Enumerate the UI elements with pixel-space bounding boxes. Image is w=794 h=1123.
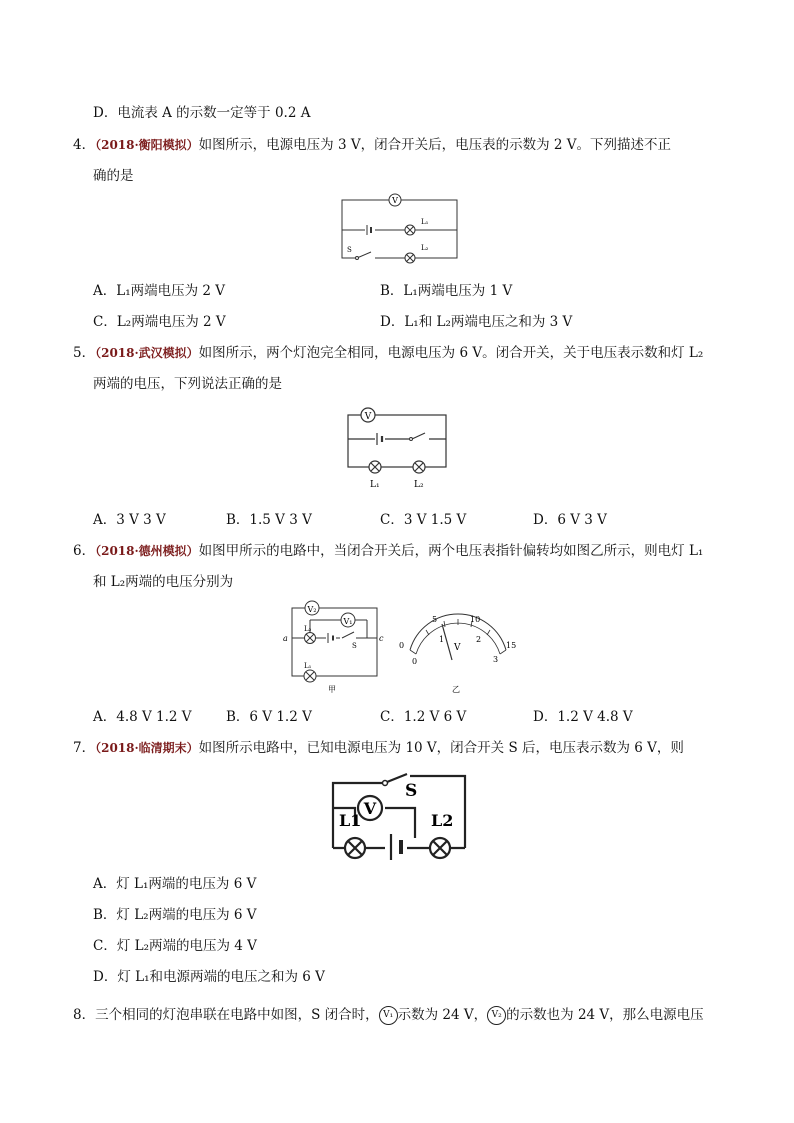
q6-stem: 如图甲所示的电路中，当闭合开关后，两个电压表指针偏转均如图乙所示，则电灯 L₁ [198, 543, 704, 559]
q4-stem-line1 [73, 133, 671, 153]
q4-source: （2018·衡阳模拟） [95, 138, 199, 152]
q4-voltmeter-label: V [392, 196, 398, 205]
q6-option-b: B．6 V 1.2 V [226, 709, 312, 725]
q7-l2-label: L2 [431, 811, 454, 830]
q8-stem-line1 [73, 1003, 704, 1025]
q4-l1-label: L₁ [421, 218, 429, 226]
q6-source: （2018·德州模拟） [95, 544, 199, 558]
q4-number: 4． [73, 137, 96, 153]
q6-circuit-diagram-jia [282, 598, 392, 698]
q6-dial-tick-15: 15 [506, 641, 517, 650]
q7-option-a: A．灯 L₁两端的电压为 6 V [93, 876, 257, 892]
q6-v2-label: V₂ [307, 605, 317, 614]
q4-option-d: D．L₁和 L₂两端电压之和为 3 V [380, 314, 573, 330]
q6-dial-tick-u3: 3 [493, 655, 499, 664]
q8-number: 8． [73, 1007, 96, 1023]
q5-circuit-diagram [343, 405, 453, 493]
q7-number: 7． [73, 740, 96, 756]
q5-option-c: C．3 V 1.5 V [380, 512, 467, 528]
q7-stem-line1 [73, 736, 684, 756]
q5-stem: 如图所示，两个灯泡完全相同，电源电压为 6 V。闭合开关，关于电压表示数和灯 L₂ [198, 345, 704, 361]
q6-switch-label: S [352, 642, 357, 650]
q4-l2-label: L₂ [421, 244, 429, 252]
q7-voltmeter-label: V [363, 799, 377, 818]
q8-text-part1: 三个相同的灯泡串联在电路中如图，S 闭合时， [95, 1007, 379, 1023]
q8-text-part2: 示数为 24 V， [397, 1007, 488, 1023]
q7-stem: 如图所示电路中，已知电源电压为 10 V，闭合开关 S 后，电压表示数为 6 V，则 [198, 740, 684, 756]
q5-stem-line2: 两端的电压，下列说法正确的是 [93, 376, 282, 392]
q6-dial-tick-u2: 2 [476, 635, 482, 644]
q6-number: 6． [73, 543, 96, 559]
q6-l1-label: L₁ [304, 662, 312, 670]
q6-yi-label: 乙 [452, 685, 460, 694]
q5-source: （2018·武汉模拟） [95, 346, 199, 360]
q6-stem-line1 [73, 539, 703, 559]
q6-v1-label: V₁ [343, 617, 353, 626]
q3-option-d: D．电流表 A 的示数一定等于 0.2 A [93, 105, 311, 121]
q6-dial-tick-u0: 0 [412, 657, 418, 666]
q8-text-part3: 的示数也为 24 V，那么电源电压 [506, 1007, 704, 1023]
q6-dial-tick-0: 0 [399, 641, 405, 650]
q5-stem-line1 [73, 341, 703, 361]
q5-option-b: B．1.5 V 3 V [226, 512, 312, 528]
q5-option-a: A．3 V 3 V [93, 512, 166, 528]
q6-option-d: D．1.2 V 4.8 V [533, 709, 633, 725]
q4-circuit-diagram [335, 190, 465, 268]
q7-l1-label: L1 [339, 811, 362, 830]
q7-source: （2018·临清期末） [95, 741, 199, 755]
q5-l1-label: L₁ [370, 480, 380, 490]
q8-v2-symbol: V₂ [487, 1006, 506, 1025]
q4-switch-label: S [347, 246, 352, 254]
q6-jia-label: 甲 [328, 685, 336, 694]
q7-circuit-diagram [325, 768, 475, 863]
q4-stem: 如图所示，电源电压为 3 V，闭合开关后，电压表的示数为 2 V。下列描述不正 [198, 137, 672, 153]
q6-option-c: C．1.2 V 6 V [380, 709, 467, 725]
q4-option-a: A．L₁两端电压为 2 V [93, 283, 226, 299]
q4-stem-line2: 确的是 [93, 168, 134, 184]
q4-option-c: C．L₂两端电压为 2 V [93, 314, 226, 330]
q8-v1-symbol: V₁ [379, 1006, 398, 1025]
q5-l2-label: L₂ [414, 480, 424, 490]
q5-number: 5． [73, 345, 96, 361]
q6-dial-tick-5: 5 [432, 615, 438, 624]
q6-point-c: c [379, 634, 384, 643]
q7-option-b: B．灯 L₂两端的电压为 6 V [93, 907, 257, 923]
q6-voltmeter-dial-yi [398, 612, 518, 697]
q6-l2-label: L₂ [304, 625, 312, 633]
q6-dial-tick-10: 10 [470, 615, 481, 624]
q5-option-d: D．6 V 3 V [533, 512, 607, 528]
q6-dial-tick-u1: 1 [439, 635, 445, 644]
q6-dial-unit: V [454, 643, 461, 653]
q7-option-c: C．灯 L₂两端的电压为 4 V [93, 938, 257, 954]
q5-voltmeter-label: V [364, 412, 372, 422]
q4-option-b: B．L₁两端电压为 1 V [380, 283, 513, 299]
q7-option-d: D．灯 L₁和电源两端的电压之和为 6 V [93, 969, 325, 985]
q6-option-a: A．4.8 V 1.2 V [93, 709, 192, 725]
q6-point-a: a [283, 634, 288, 643]
q7-switch-label: S [405, 781, 418, 801]
q6-stem-line2: 和 L₂两端的电压分别为 [93, 574, 234, 590]
